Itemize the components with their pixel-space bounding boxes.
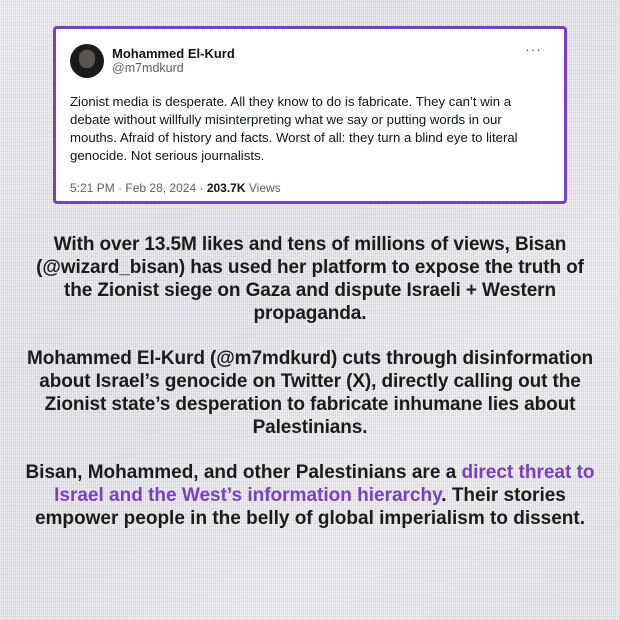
paragraph-threat	[20, 461, 600, 530]
paragraph-threat-lead: Bisan, Mohammed, and other Palestinians are a	[25, 462, 462, 483]
tweet-card[interactable]	[53, 26, 567, 204]
tweet-text: Zionist media is desperate. All they know to do is fabricate. They can’t win a debate without willfully misinterpreting what we say or putting words in our mouths. Afraid of history and facts. Worst of all: they turn a blind eye to literal genocide. Not serious journalists.	[70, 94, 518, 163]
tweet-time[interactable]: 5:21 PM	[70, 181, 115, 195]
paragraph-threat-tail: . Their stories empower people in the belly of global imperialism to dissent.	[34, 485, 586, 529]
paragraph-threat-highlight: direct threat to Israel and the West’s information hierarchy	[54, 462, 595, 506]
tweet-date[interactable]: Feb 28, 2024	[125, 181, 197, 195]
meta-separator: ·	[118, 181, 123, 195]
avatar[interactable]	[70, 44, 104, 78]
meta-separator: ·	[199, 181, 204, 195]
more-options-icon[interactable]: ···	[525, 41, 542, 57]
views-count: 203.7K	[206, 181, 246, 195]
paragraph-mohammed: Mohammed El-Kurd (@m7mdkurd) cuts through disinformation about Israel’s genocide on Twitter (X), directly calling out the Zionist state’s desperation to fabricate inhumane lies about Palestinians.	[26, 348, 594, 438]
tweet-header	[70, 43, 550, 79]
paragraph-bisan: With over 13.5M likes and tens of millions of views, Bisan (@wizard_bisan) has used her platform to expose the truth of the Zionist siege on Gaza and dispute Israeli + Western propaganda.	[36, 234, 584, 324]
views-label: Views	[248, 181, 281, 195]
tweet-meta	[70, 181, 550, 195]
author-handle[interactable]: @m7mdkurd	[112, 61, 184, 76]
body-copy	[20, 233, 600, 552]
tweet-author	[112, 46, 235, 77]
author-display-name[interactable]: Mohammed El-Kurd	[112, 45, 235, 61]
